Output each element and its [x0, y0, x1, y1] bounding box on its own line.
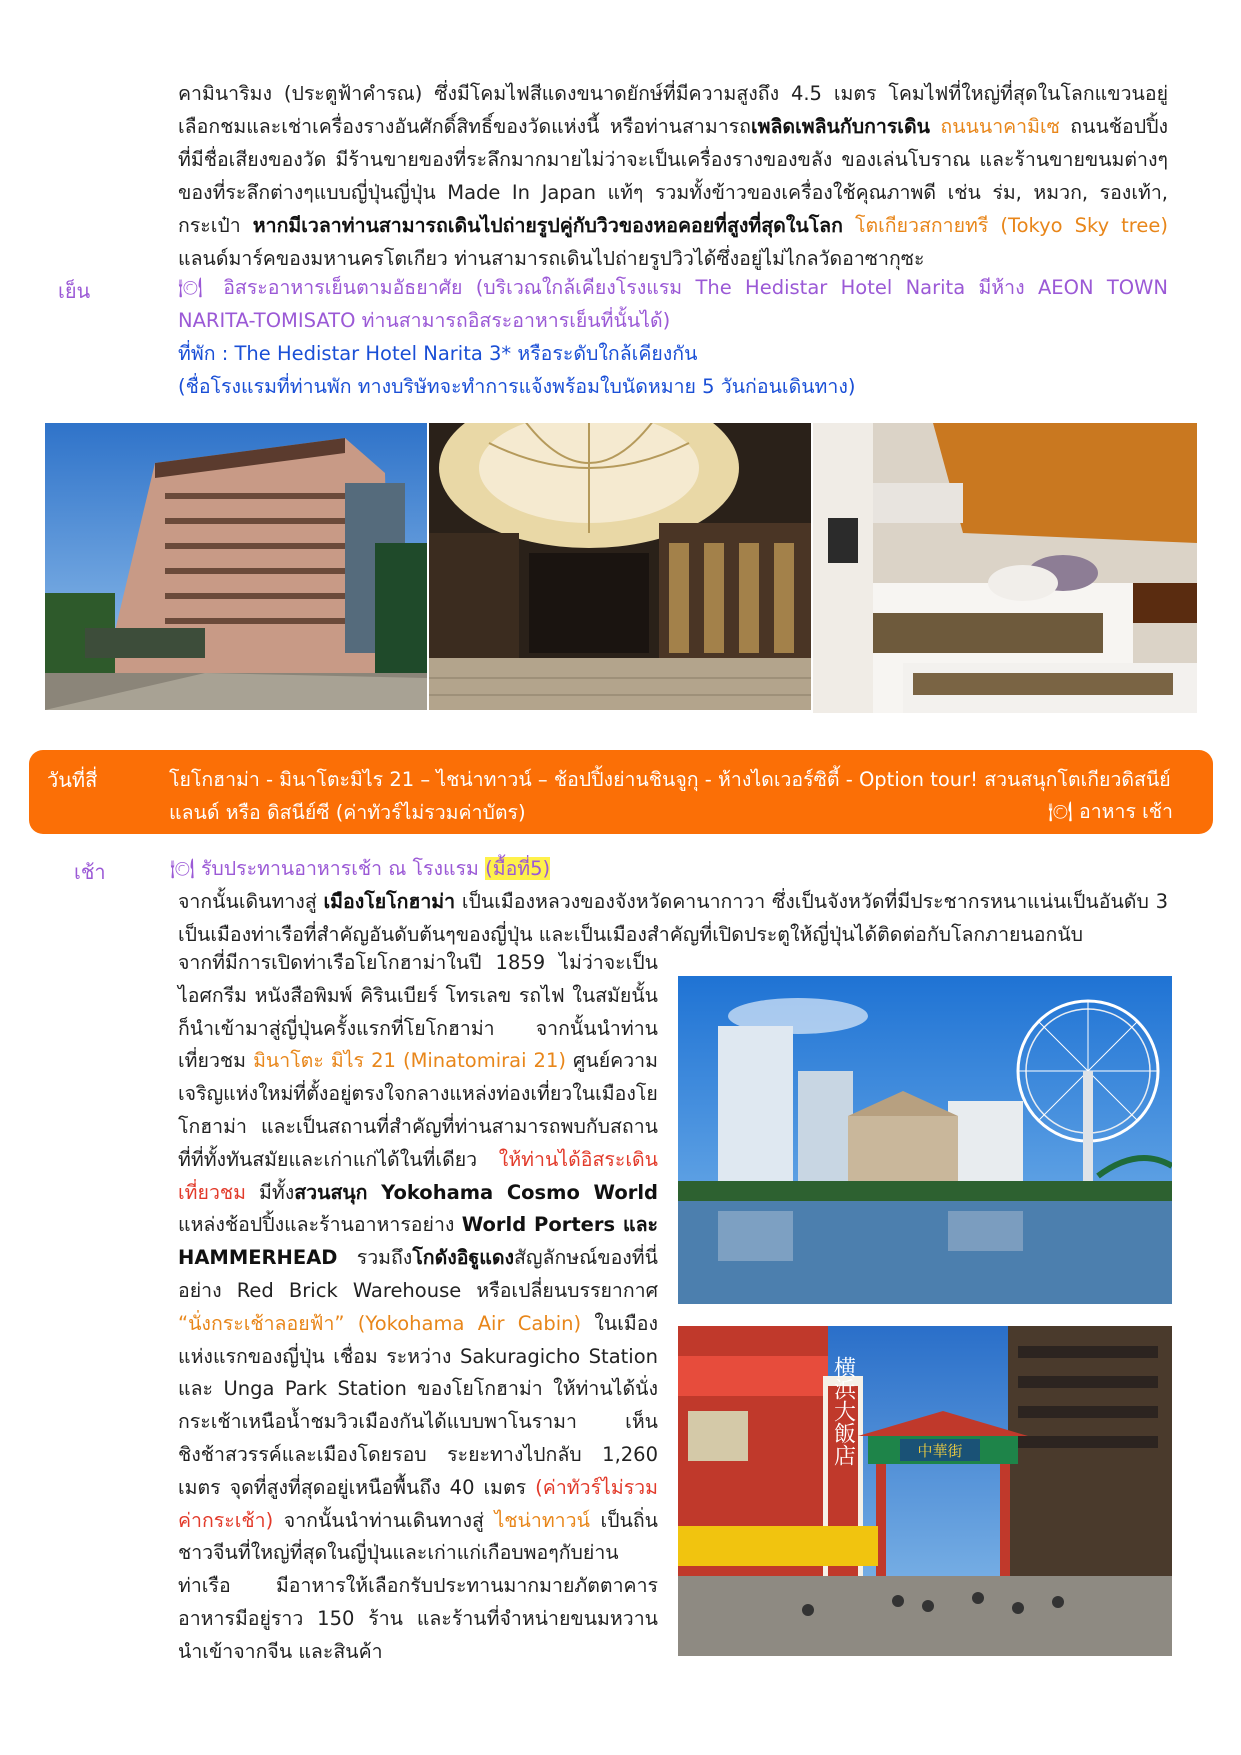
evening-dinner: 🍽 อิสระอาหารเย็นตามอัธยาศัย (บริเวณใกล้เคียงโรงแรม The Hedistar Hotel Narita มีห้าง AEON TOWN NARITA-TOMISATO ท่านสามารถอิสระอาหารเย็นที่นั้นได้) — [178, 276, 1168, 332]
meal-number: (มื้อที่5) — [485, 857, 551, 880]
day-banner — [29, 750, 1213, 834]
day-meal: 🍽 อาหาร เช้า — [1048, 800, 1173, 823]
chinatown-gate-sign: 中華街 — [917, 1442, 963, 1460]
day-title: โยโกฮาม่า - มินาโตะมิไร 21 – ไชน่าทาวน์ – ช้อปปิ้งย่านชินจูกุ - ห้างไดเวอร์ซิตี้ - Option tour! สวนสนุกโตเกียวดิสนีย์แลนด์ หรือ ดิสนีย์ซี (ค่าทัวร์ไม่รวมค่าบัตร) — [169, 768, 1171, 824]
yokohama-details: จากที่มีการเปิดท่าเรือโยโกฮาม่าในปี 1859 ไม่ว่าจะเป็นไอศกรีม หนังสือพิมพ์ คิรินเบียร์ โทรเลข รถไฟ ในสมัยนั้นก็นำเข้ามาสู่ญี่ปุ่นครั้งแรกที่โยโกฮาม่า จากนั้นนำท่านเที่ยวชม มินาโตะ มิไร 21 (Minatomirai 21) ศูนย์ความเจริญแห่งใหม่ที่ตั้งอยู่ตรงใจกลางแหล่งท่องเที่ยวในเมืองโยโกฮาม่า และเป็นสถานที่สำคัญที่ท่านสามารถพบกับสถานที่ที่ทั้งทันสมัยและเก่าแก่ได้ในที่เดียว ให้ท่านได้อิสระเดินเที่ยวชม มีทั้งสวนสนุก Yokohama Cosmo World แหล่งช้อปปิ้งและร้านอาหารอย่าง World Porters และ HAMMERHEAD รวมถึงโกดังอิฐูแดงสัญลักษณ์ของที่นี่อย่าง Red Brick Warehouse หรือเปลี่ยนบรรยากาศ “นั่งกระเช้าลอยฟ้า” (Yokohama Air Cabin) ในเมืองแห่งแรกของญี่ปุ่น เชื่อม ระหว่าง Sakuragicho Station และ Unga Park Station ของโยโกฮาม่า ให้ท่านได้นั่งกระเช้าเหนือน้ำชมวิวเมืองกันได้แบบพาโนรามา เห็นชิงช้าสวรรค์และเมืองโดยรอบ ระยะทางไปกลับ 1,260 เมตร จุดที่สูงที่สุดอยู่เหนือพื้นถึง 40 เมตร (ค่าทัวร์ไม่รวมค่ากระเช้า) จากนั้นนำท่านเดินทางสู่ ไชน่าทาวน์ เป็นถิ่นชาวจีนที่ใหญ่ที่สุดในญี่ปุ่นและเก่าแก่เกือบพอๆกับย่านท่าเรือ มีอาหารให้เลือกรับประทานมากมายภัตตาคารอาหารมีอยู่ราว 150 ร้าน และร้านที่จำหน่ายขนมหวานนำเข้าจากจีน และสินค้า — [178, 951, 658, 1663]
hotel-room-photo — [813, 423, 1197, 713]
hotel-note: (ชื่อโรงแรมที่ท่านพัก ทางบริษัทจะทำการแจ้งพร้อมใบนัดหมาย 5 วันก่อนเดินทาง) — [178, 375, 856, 398]
yokohama-intro: จากนั้นเดินทางสู่ เมืองโยโกฮาม่า เป็นเมืองหลวงของจังหวัดคานากาวา ซึ่งเป็นจังหวัดที่มีประชากรหนาแน่นเป็นอันดับ 3 เป็นเมืองท่าเรือที่สำคัญอันดับต้นๆของญี่ปุ่น และเป็นเมืองสำคัญที่เปิดประตูให้ญี่ปุ่นได้ติดต่อกับโลกภายนอกนับ — [178, 890, 1169, 946]
evening-label: เย็น — [58, 279, 91, 303]
meal-icon: 🍽 — [178, 276, 210, 299]
day-label: วันที่สี่ — [47, 768, 98, 792]
morning-label: เช้า — [74, 860, 106, 884]
intro-paragraph: คามินาริมง (ประตูฟ้าคำรณ) ซึ่งมีโคมไฟสีแดงขนาดยักษ์ที่มีความสูงถึง 4.5 เมตร โคมไฟที่ใหญ่ที่สุดในโลกแขวนอยู่ เลือกชมและเช่าเครื่องรางอันศักดิ์สิทธิ์ของวัดแห่งนี้ หรือท่านสามารถเพลิดเพลินกับการเดิน ถนนนาคามิเซ ถนนช้อปปิ้งที่มีชื่อเสียงของวัด มีร้านขายของที่ระลึกมากมายไม่ว่าจะเป็นเครื่องรางของขลัง ของเล่นโบราณ และร้านขายขนมต่างๆ ของที่ระลึกต่างๆแบบญี่ปุ่นญี่ปุ่น Made In Japan แท้ๆ รวมทั้งข้าวของเครื่องใช้คุณภาพดี เช่น ร่ม, หมวก, รองเท้า, กระเป๋า หากมีเวลาท่านสามารถเดินไปถ่ายรูปคู่กับวิวของหอคอยที่สูงที่สุดในโลก โตเกียวสกายทรี (Tokyo Sky tree) แลนด์มาร์คของมหานครโตเกียว ท่านสามารถเดินไปถ่ายรูปวิวได้ซึ่งอยู่ไม่ไกลวัดอาซากุซะ — [178, 82, 1168, 270]
chinatown-vertical-sign: 横浜大飯店 — [830, 1356, 856, 1466]
minatomirai-photo — [678, 976, 1172, 1304]
chinatown-photo — [678, 1326, 1172, 1656]
hotel-info: ที่พัก : The Hedistar Hotel Narita 3* หรือระดับใกล้เคียงกัน — [178, 342, 698, 365]
hotel-lobby-photo — [429, 423, 811, 710]
hotel-exterior-photo — [45, 423, 427, 710]
breakfast-line: 🍽 รับประทานอาหารเช้า ณ โรงแรม (มื้อที่5) — [170, 857, 551, 880]
